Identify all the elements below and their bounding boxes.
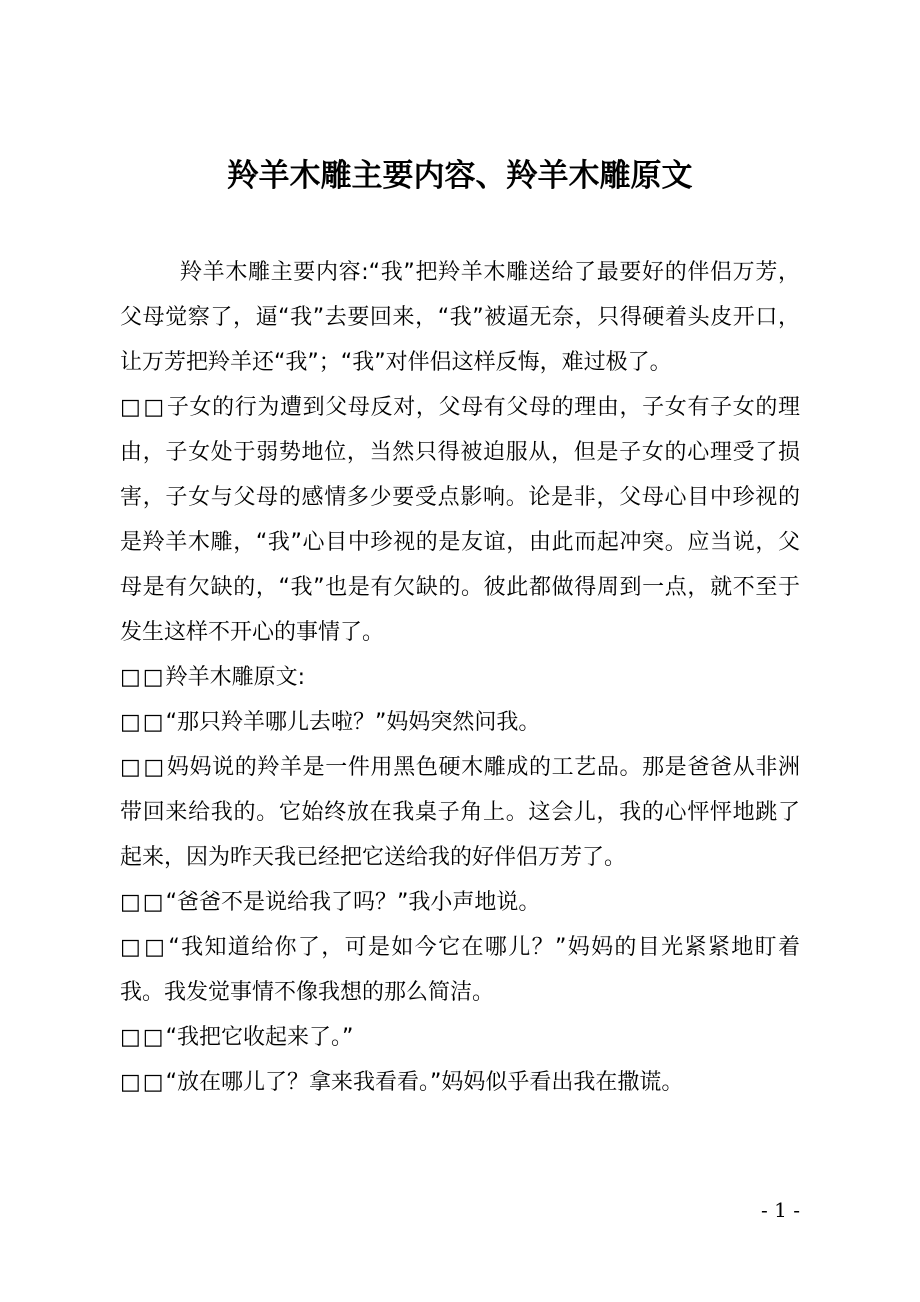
- paragraph-analysis: [120, 385, 800, 655]
- paragraph-story-2: [120, 745, 800, 880]
- paragraph-text: 子女的行为遭到父母反对，父母有父母的理由，子女有子女的理由，子女处于弱势地位，当然只得被迫服从，但是子女的心理受了损害，子女与父母的感情多少要受点影响。论是非，父母心目中珍视的是羚羊木雕，“我”心目中珍视的是友谊，由此而起冲突。应当说，父母是有欠缺的，“我”也是有欠缺的。彼此都做得周到一点，就不至于发生这样不开心的事情了。: [120, 395, 800, 645]
- paragraph-summary: [120, 250, 800, 385]
- indent-marker: □□: [120, 710, 166, 735]
- paragraph-text: 羚羊木雕原文:: [165, 665, 305, 690]
- indent-marker: □□: [120, 935, 169, 960]
- document-body: [120, 250, 800, 1105]
- paragraph-text: 妈妈说的羚羊是一件用黑色硬木雕成的工艺品。那是爸爸从非洲带回来给我的。它始终放在我桌子角上。这会儿，我的心怦怦地跳了起来，因为昨天我已经把它送给我的好伴侣万芳了。: [120, 755, 800, 870]
- paragraph-text: 羚羊木雕主要内容:“我”把羚羊木雕送给了最要好的伴侣万芳，父母觉察了，逼“我”去要回来，“我”被逼无奈，只得硬着头皮开口，让万芳把羚羊还“我”；“我”对伴侣这样反悔，难过极了。: [120, 260, 800, 375]
- paragraph-text: “我把它收起来了。”: [165, 1025, 354, 1050]
- paragraph-story-4: [120, 925, 800, 1015]
- paragraph-original-heading: [120, 655, 800, 700]
- page-title: 羚羊木雕主要内容、羚羊木雕原文: [227, 158, 693, 194]
- paragraph-text: “爸爸不是说给我了吗？”我小声地说。: [165, 890, 541, 915]
- paragraph-text: “放在哪儿了？拿来我看看。”妈妈似乎看出我在撒谎。: [165, 1070, 684, 1095]
- paragraph-story-3: [120, 880, 800, 925]
- indent-marker: □□: [120, 890, 166, 915]
- indent-marker: □□: [120, 755, 167, 780]
- paragraph-story-1: [120, 700, 800, 745]
- page-number: - 1 -: [761, 1198, 800, 1222]
- indent-marker: □□: [120, 1025, 166, 1050]
- paragraph-text: “我知道给你了，可是如今它在哪儿？”妈妈的目光紧紧地盯着我。我发觉事情不像我想的那么简洁。: [120, 935, 801, 1005]
- paragraph-text: “那只羚羊哪儿去啦？”妈妈突然问我。: [165, 710, 541, 735]
- paragraph-story-5: [120, 1015, 800, 1060]
- indent-marker: □□: [120, 1070, 166, 1095]
- paragraph-story-6: [120, 1060, 800, 1105]
- indent-marker: □□: [120, 395, 167, 420]
- indent-marker: □□: [120, 665, 166, 690]
